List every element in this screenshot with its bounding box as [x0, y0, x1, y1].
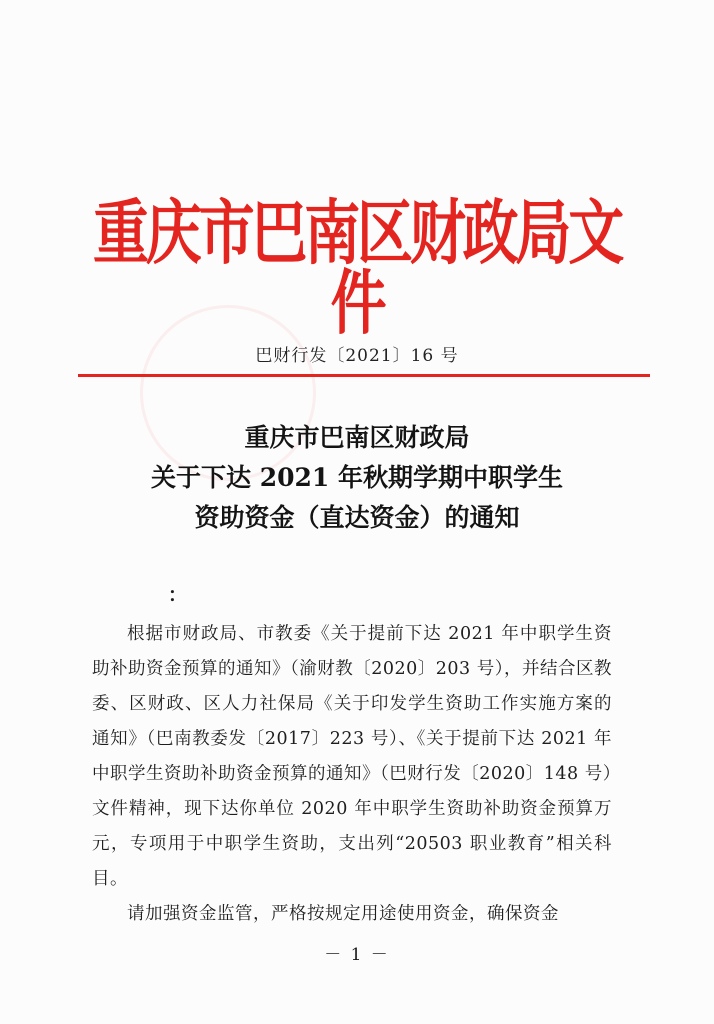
page-number: － 1 －: [324, 945, 390, 965]
paragraph-2: 请加强资金监管，严格按规定用途使用资金，确保资金: [127, 904, 559, 924]
title-line-3: 资助资金（直达资金）的通知: [194, 503, 520, 532]
notice-title: [0, 418, 714, 538]
red-separator-line: [78, 374, 650, 377]
salutation: ：: [168, 584, 188, 606]
body-text: [92, 617, 612, 932]
document-number: 巴财行发〔2021〕16 号: [255, 346, 459, 366]
title-line-2: 关于下达 2021 年秋期学期中职学生: [151, 463, 563, 492]
paragraph-1: 根据市财政局、市教委《关于提前下达 2021 年中职学生资助补助资金预算的通知》（渝财教〔2020〕203 号），并结合区教委、区财政、区人力社保局《关于印发学生资助工作实施方案的通知》（巴南教委发〔2017〕223 号）、《关于提前下达 2021 年中职学生资助补助资金预算的通知》（巴财行发〔2020〕148 号）文件精神，现下达你单位 2020 年中职学生资助补助资金预算万元，专项用于中职学生资助，支出列“20503 职业教育”相关科目。: [92, 624, 612, 889]
document-header-title: 重庆市巴南区财政局文件: [92, 191, 621, 344]
title-line-1: 重庆市巴南区财政局: [244, 423, 470, 452]
